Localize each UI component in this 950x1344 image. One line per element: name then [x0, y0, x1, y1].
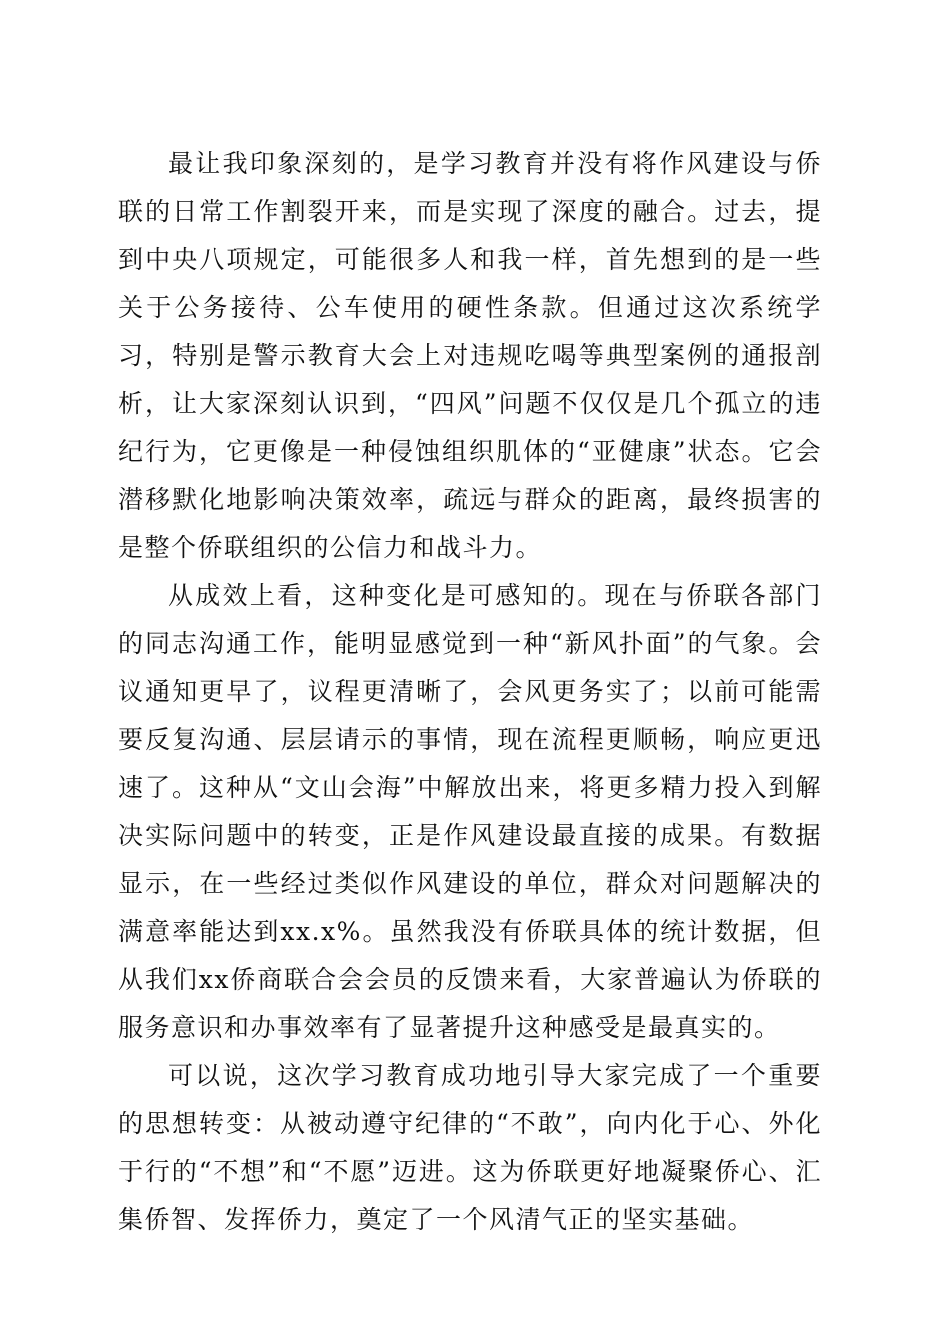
paragraph-3: 可以说，这次学习教育成功地引导大家完成了一个重要的思想转变：从被动遵守纪律的“不敢”，向内化于心、外化于行的“不想”和“不愿”迈进。这为侨联更好地凝聚侨心、汇集侨智、发挥侨力，奠定了一个风清气正的坚实基础。 — [118, 1061, 822, 1234]
paragraph-1: 最让我印象深刻的，是学习教育并没有将作风建设与侨联的日常工作割裂开来，而是实现了深度的融合。过去，提到中央八项规定，可能很多人和我一样，首先想到的是一些关于公务接待、公车使用的硬性条款。但通过这次系统学习，特别是警示教育大会上对违规吃喝等典型案例的通报剖析，让大家深刻认识到，“四风”问题不仅仅是几个孤立的违纪行为，它更像是一种侵蚀组织肌体的“亚健康”状态。它会潜移默化地影响决策效率，疏远与群众的距离，最终损害的是整个侨联组织的公信力和战斗力。 — [118, 149, 822, 562]
document-body — [118, 140, 822, 1244]
paragraph-2: 从成效上看，这种变化是可感知的。现在与侨联各部门的同志沟通工作，能明显感觉到一种“新风扑面”的气象。会议通知更早了，议程更清晰了，会风更务实了；以前可能需要反复沟通、层层请示的事情，现在流程更顺畅，响应更迅速了。这种从“文山会海”中解放出来，将更多精力投入到解决实际问题中的转变，正是作风建设最直接的成果。有数据显示，在一些经过类似作风建设的单位，群众对问题解决的满意率能达到xx.x%。虽然我没有侨联具体的统计数据，但从我们xx侨商联合会会员的反馈来看，大家普遍认为侨联的服务意识和办事效率有了显著提升这种感受是最真实的。 — [118, 581, 822, 1042]
